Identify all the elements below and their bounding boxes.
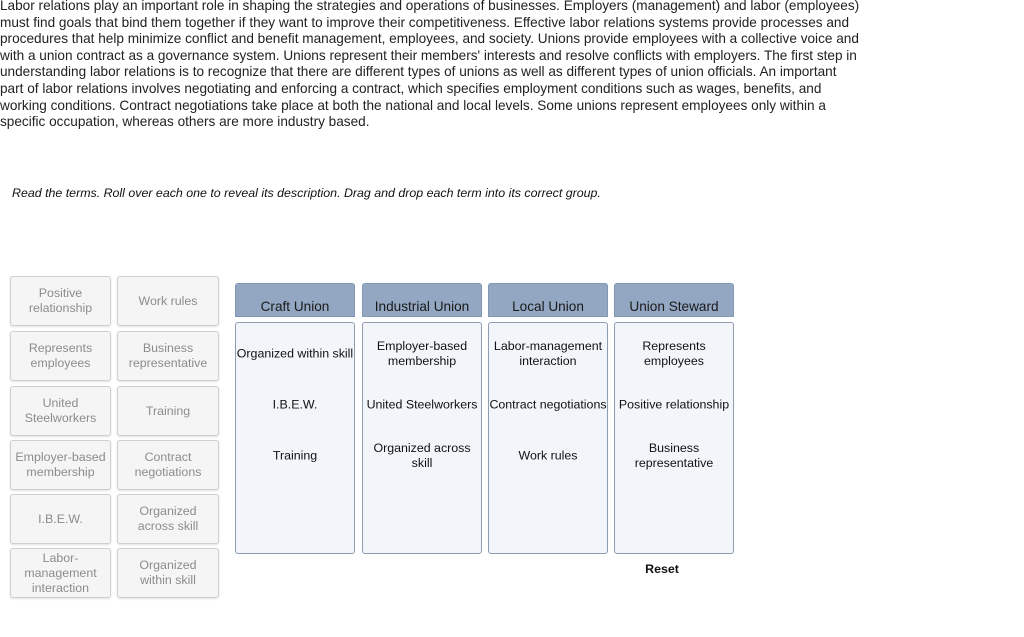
placed-term[interactable]: Business representative: [634, 441, 714, 470]
placed-term[interactable]: Training: [272, 448, 318, 463]
placed-term[interactable]: Labor-management interaction: [493, 339, 603, 368]
placed-term[interactable]: Employer-based membership: [376, 339, 468, 368]
instructions: Read the terms. Roll over each one to reveal its description. Drag and drop each term into its correct group.: [12, 186, 601, 200]
group-header-industrial-union: Industrial Union: [362, 283, 482, 317]
term-card[interactable]: Work rules: [117, 276, 219, 326]
group-header-craft-union: Craft Union: [235, 283, 355, 317]
term-card[interactable]: Represents employees: [10, 331, 111, 381]
drop-zone-industrial-union[interactable]: [362, 322, 482, 554]
term-card[interactable]: Business representative: [117, 331, 219, 381]
intro-paragraph: Labor relations play an important role in shaping the strategies and operations of businesses. Employers (management) and labor (employees) must find goals that bind them together if they want to improve their competitiveness. Effective labor relations systems provide processes and procedures that help minimize conflict and benefit management, employees, and society. Unions provide employees with a collective voice and with a union contract as a governance system. Unions represent their members' interests and resolve conflicts with employers. The first step in understanding labor relations is to recognize that there are different types of unions as well as different types of union officials. An important part of labor relations involves negotiating and enforcing a contract, which specifies employment conditions such as wages, benefits, and working conditions. Contract negotiations take place at both the national and local levels. Some unions represent employees only within a specific occupation, whereas others are more industry based.: [0, 0, 860, 130]
drop-zone-union-steward[interactable]: [614, 322, 734, 554]
placed-term[interactable]: Work rules: [518, 448, 578, 463]
placed-term[interactable]: Organized within skill: [236, 346, 354, 361]
term-card[interactable]: Employer-based membership: [10, 440, 111, 490]
placed-term[interactable]: I.B.E.W.: [272, 397, 318, 412]
term-card[interactable]: I.B.E.W.: [10, 494, 111, 544]
placed-term[interactable]: Organized across skill: [373, 441, 471, 470]
placed-term[interactable]: Positive relationship: [618, 397, 730, 412]
term-card[interactable]: Organized within skill: [117, 548, 219, 598]
term-card[interactable]: Training: [117, 386, 219, 436]
placed-term[interactable]: United Steelworkers: [366, 397, 478, 412]
reset-button[interactable]: Reset: [645, 562, 679, 576]
term-card[interactable]: Labor-management interaction: [10, 548, 111, 598]
term-card[interactable]: Contract negotiations: [117, 440, 219, 490]
term-card[interactable]: United Steelworkers: [10, 386, 111, 436]
placed-term[interactable]: Contract negotiations: [489, 397, 607, 412]
group-header-union-steward: Union Steward: [614, 283, 734, 317]
term-card[interactable]: Organized across skill: [117, 494, 219, 544]
placed-term[interactable]: Represents employees: [642, 339, 706, 368]
drop-zone-local-union[interactable]: [488, 322, 608, 554]
drop-zone-craft-union[interactable]: [235, 322, 355, 554]
term-card[interactable]: Positive relationship: [10, 276, 111, 326]
group-header-local-union: Local Union: [488, 283, 608, 317]
